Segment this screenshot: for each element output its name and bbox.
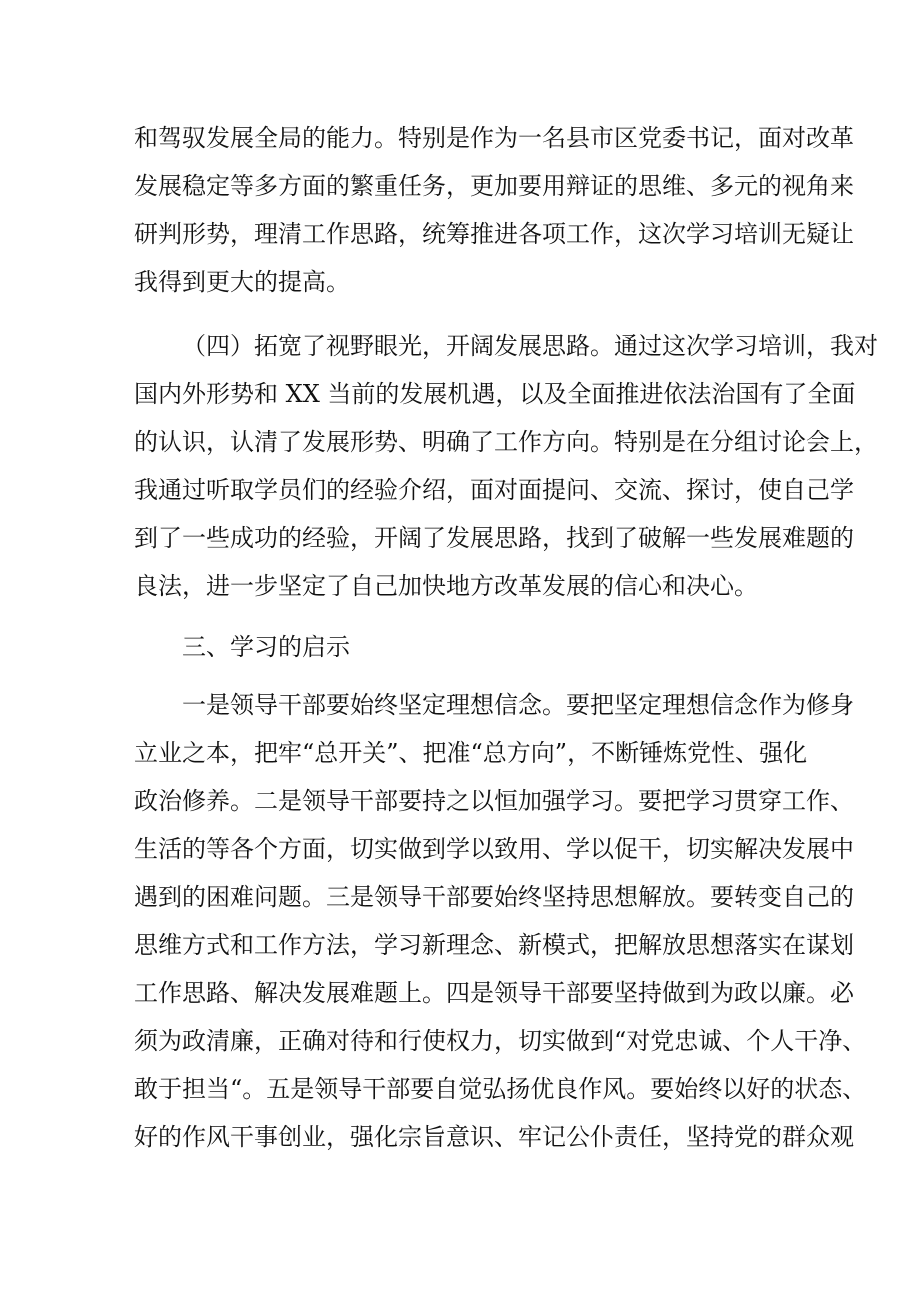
paragraph-1-line-1: 和驾驭发展全局的能力。特别是作为一名县市区党委书记，面对改革 <box>134 124 854 152</box>
paragraph-2-line-2: 国内外形势和 XX 当前的发展机遇，以及全面推进依法治国有了全面 <box>134 380 856 408</box>
paragraph-3-line-5: 遇到的困难问题。三是领导干部要始终坚持思想解放。要转变自己的 <box>134 883 854 911</box>
paragraph-2-line-1: （四）拓宽了视野眼光，开阔发展思路。通过这次学习培训，我对 <box>182 332 878 360</box>
paragraph-3-line-9: 敢于担当“。五是领导干部要自觉弘扬优良作风。要始终以好的状态、 <box>134 1075 867 1103</box>
paragraph-1-line-2: 发展稳定等多方面的繁重任务，更加要用辩证的思维、多元的视角来 <box>134 172 854 200</box>
section-heading: 三、学习的启示 <box>182 633 350 661</box>
paragraph-1-line-4: 我得到更大的提高。 <box>134 268 350 296</box>
paragraph-3-line-8: 须为政清廉，正确对待和行使权力，切实做到“对党忠诚、个人干净、 <box>134 1027 867 1055</box>
paragraph-1-line-3: 研判形势，理清工作思路，统筹推进各项工作，这次学习培训无疑让 <box>134 220 854 248</box>
paragraph-3-line-4: 生活的等各个方面，切实做到学以致用、学以促干，切实解决发展中 <box>134 835 854 863</box>
paragraph-2-line-5: 到了一些成功的经验，开阔了发展思路，找到了破解一些发展难题的 <box>134 524 854 552</box>
paragraph-3-line-3: 政治修养。二是领导干部要持之以恒加强学习。要把学习贯穿工作、 <box>134 787 854 815</box>
paragraph-3-line-10: 好的作风干事创业，强化宗旨意识、牢记公仆责任，坚持党的群众观 <box>134 1123 854 1151</box>
paragraph-2-line-6: 良法，进一步坚定了自己加快地方改革发展的信心和决心。 <box>134 572 758 600</box>
paragraph-3-line-1: 一是领导干部要始终坚定理想信念。要把坚定理想信念作为修身 <box>182 691 854 719</box>
paragraph-3-line-2: 立业之本，把牢“总开关”、把准“总方向”，不断锤炼党性、强化 <box>134 739 808 767</box>
paragraph-3-line-7: 工作思路、解决发展难题上。四是领导干部要坚持做到为政以廉。必 <box>134 979 854 1007</box>
paragraph-2-line-3: 的认识，认清了发展形势、明确了工作方向。特别是在分组讨论会上， <box>134 428 878 456</box>
paragraph-3-line-6: 思维方式和工作方法，学习新理念、新模式，把解放思想落实在谋划 <box>134 931 854 959</box>
paragraph-2-line-4: 我通过听取学员们的经验介绍，面对面提问、交流、探讨，使自己学 <box>134 476 854 504</box>
